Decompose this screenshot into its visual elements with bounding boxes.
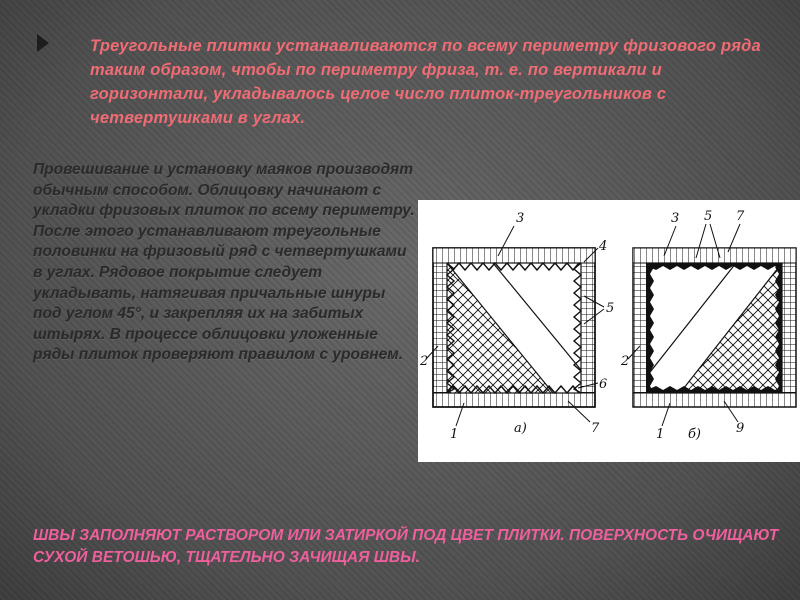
panel-b-label-2: 2 xyxy=(621,354,630,369)
tiling-diagram-svg xyxy=(418,200,800,462)
panel-b-label-7: 7 xyxy=(736,209,745,224)
panel-a-label-3: 3 xyxy=(516,211,525,226)
panel-a-label-5: 5 xyxy=(606,301,615,316)
panel-a-caption: а) xyxy=(514,421,527,436)
panel-b-label-3: 3 xyxy=(671,211,680,226)
bullet-arrow-icon xyxy=(37,34,49,52)
panel-b-label-9: 9 xyxy=(736,421,745,436)
panel-a-label-2: 2 xyxy=(420,354,429,369)
body-paragraph: Провешивание и установку маяков производят обычным способом. Облицовку начинают с укладки фризовых плиток по всему периметру. После этого устанавливают треугольные половинки на фризовый ряд с четвертушками в углах. Рядовое покрытие следует укладывать, натягивая причальные шнуры под углом 45°, и закрепляя их на забитых штырях. В процессе облицовки уложенные ряды плиток проверяют правилом с уровнем. xyxy=(33,161,415,364)
panel-a-label-6: 6 xyxy=(599,377,608,392)
panel-b-label-1: 1 xyxy=(656,427,665,442)
title-paragraph: Треугольные плитки устанавливаются по всему периметру фризового ряда таким образом, чтобы по периметру фриза, т. е. по вертикали и горизонтали, укладывалось целое число плиток-треугольников с четвертушками в углах. xyxy=(90,37,761,127)
panel-a-label-7: 7 xyxy=(591,421,600,436)
panel-a-label-4: 4 xyxy=(599,239,608,254)
panel-a-label-1: 1 xyxy=(450,427,459,442)
panel-b-drawing xyxy=(628,224,796,426)
panel-b-caption: б) xyxy=(688,427,702,442)
footer-paragraph: ШВЫ ЗАПОЛНЯЮТ РАСТВОРОМ ИЛИ ЗАТИРКОЙ ПОД ЦВЕТ ПЛИТКИ. ПОВЕРХНОСТЬ ОЧИЩАЮТ СУХОЙ ВЕТОШЬЮ, ТЩАТЕЛЬНО ЗАЧИЩАЯ ШВЫ. xyxy=(33,527,779,566)
tiling-diagram xyxy=(418,200,800,462)
panel-b-label-5: 5 xyxy=(704,209,713,224)
